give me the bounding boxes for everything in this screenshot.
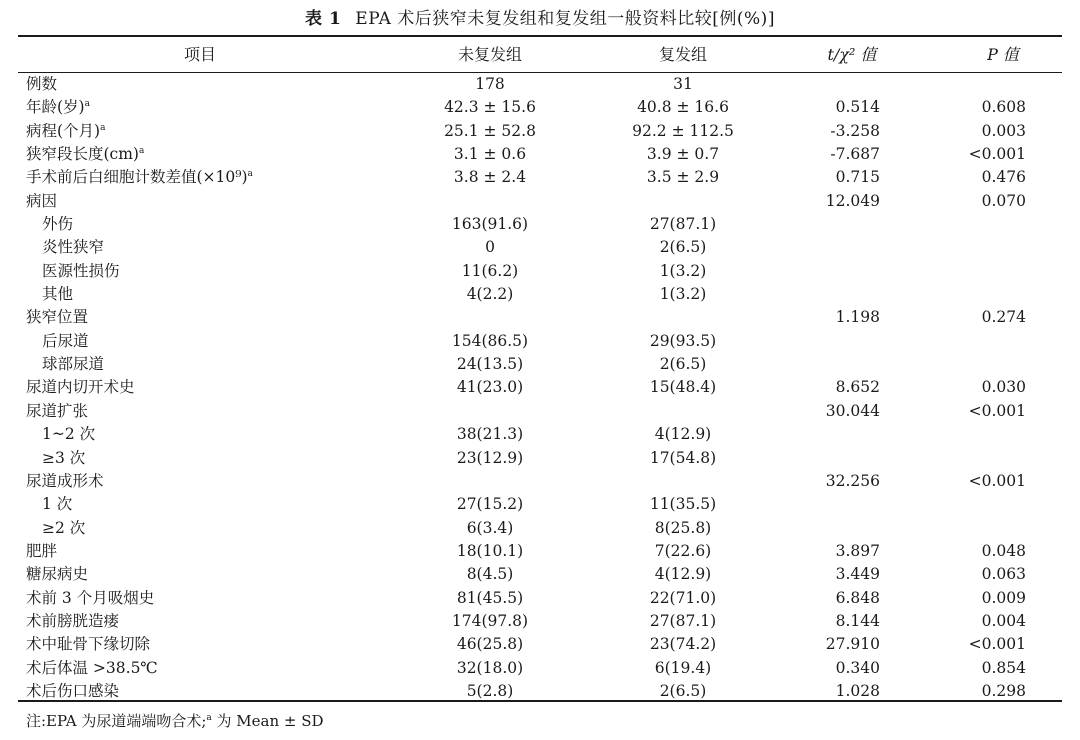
cell-t-chi: 8.144 (835, 611, 880, 630)
cell-no-recurrence: 32(18.0) (456, 658, 524, 677)
table-row (0, 563, 1080, 586)
header-recurrence: 复发组 (658, 45, 708, 64)
table-row (0, 376, 1080, 399)
table-row (0, 400, 1080, 423)
cell-no-recurrence: 163(91.6) (451, 215, 529, 234)
cell-recurrence: 1(3.2) (659, 261, 707, 280)
cell-t-chi: 32.256 (825, 471, 880, 490)
row-label: 术中耻骨下缘切除 (26, 635, 151, 654)
table-row (0, 190, 1080, 213)
cell-no-recurrence: 154(86.5) (451, 331, 529, 350)
cell-p: 0.009 (981, 588, 1026, 607)
superscript-a: a (100, 122, 106, 133)
cell-recurrence: 3.5 ± 2.9 (646, 168, 720, 187)
row-label: 狭窄段长度(cm)$^a$ (26, 145, 145, 164)
row-label: 炎性狭窄 (42, 238, 105, 257)
cell-recurrence: 17(54.8) (649, 448, 717, 467)
cell-t-chi: 8.652 (835, 378, 880, 397)
row-label: 球部尿道 (42, 355, 105, 374)
table-row (0, 587, 1080, 610)
cell-t-chi: 3.897 (835, 541, 880, 560)
table-title: EPA 术后狭窄未复发组和复发组一般资料比较[例(%)] (355, 9, 775, 29)
cell-recurrence: 2(6.5) (659, 681, 707, 700)
table-row (0, 260, 1080, 283)
row-label: 尿道成形术 (26, 471, 104, 490)
cell-no-recurrence: 38(21.3) (456, 425, 524, 444)
cell-recurrence: 92.2 ± 112.5 (632, 121, 734, 140)
row-label: 糖尿病史 (26, 565, 89, 584)
table-row (0, 236, 1080, 259)
row-label: 其他 (42, 285, 74, 304)
cell-p: 0.274 (981, 308, 1026, 327)
cell-p: 0.004 (981, 611, 1026, 630)
cell-p: <0.001 (968, 401, 1026, 420)
row-label: 术前 3 个月吸烟史 (26, 588, 155, 607)
superscript-a: a (138, 145, 145, 156)
cell-p: 0.298 (981, 681, 1026, 700)
cell-no-recurrence: 25.1 ± 52.8 (444, 121, 536, 140)
row-label: 肥胖 (26, 541, 58, 560)
cell-p: 0.476 (981, 168, 1026, 187)
cell-t-chi: 1.028 (835, 681, 880, 700)
table-row (0, 657, 1080, 680)
cell-p: 0.048 (981, 541, 1026, 560)
row-label: 1 次 (42, 495, 73, 514)
row-label: 医源性损伤 (42, 261, 120, 280)
table-row (0, 283, 1080, 306)
table-row (0, 120, 1080, 143)
cell-recurrence: 2(6.5) (659, 355, 707, 374)
cell-recurrence: 3.9 ± 0.7 (646, 145, 720, 164)
cell-recurrence: 29(93.5) (649, 331, 717, 350)
cell-no-recurrence: 178 (475, 75, 505, 93)
cell-t-chi: 6.848 (835, 588, 880, 607)
table-caption (0, 4, 1080, 29)
cell-recurrence: 27(87.1) (649, 611, 717, 630)
cell-t-chi: 1.198 (835, 308, 880, 327)
bottom-rule (18, 700, 1062, 702)
cell-recurrence: 4(12.9) (654, 565, 712, 584)
row-label: ≥3 次 (42, 448, 86, 467)
cell-recurrence: 23(74.2) (649, 635, 717, 654)
table-row (0, 306, 1080, 329)
header-t-chi: t/χ² 值 (827, 45, 877, 64)
table-header (0, 42, 1080, 68)
row-label: 例数 (26, 75, 58, 93)
cell-no-recurrence: 5(2.8) (466, 681, 514, 700)
cell-recurrence: 1(3.2) (659, 285, 707, 304)
cell-no-recurrence: 23(12.9) (456, 448, 524, 467)
note-suffix: 为 Mean ± SD (211, 712, 324, 730)
row-label: 术后伤口感染 (26, 681, 120, 700)
row-label: 狭窄位置 (26, 308, 89, 327)
cell-no-recurrence: 6(3.4) (466, 518, 514, 537)
table-row (0, 353, 1080, 376)
superscript-a: a (247, 169, 253, 180)
row-label: 术后体温 >38.5℃ (26, 658, 158, 677)
row-label: 尿道内切开术史 (26, 378, 135, 397)
table-row (0, 633, 1080, 656)
table-row (0, 423, 1080, 446)
cell-no-recurrence: 11(6.2) (461, 261, 519, 280)
cell-no-recurrence: 174(97.8) (451, 611, 529, 630)
table-body (0, 73, 1080, 703)
cell-t-chi: 3.449 (835, 565, 880, 584)
cell-p: 0.608 (981, 98, 1026, 117)
cell-t-chi: 30.044 (825, 401, 880, 420)
cell-t-chi: -7.687 (830, 145, 880, 164)
table-row (0, 447, 1080, 470)
cell-no-recurrence: 3.1 ± 0.6 (453, 145, 527, 164)
cell-recurrence: 6(19.4) (654, 658, 712, 677)
cell-recurrence: 27(87.1) (649, 215, 717, 234)
row-label: ≥2 次 (42, 518, 86, 537)
table-row (0, 143, 1080, 166)
note-prefix: 注:EPA 为尿道端端吻合术; (26, 712, 207, 730)
cell-p: 0.030 (981, 378, 1026, 397)
cell-p: 0.003 (981, 121, 1026, 140)
cell-recurrence: 7(22.6) (654, 541, 712, 560)
table-row (0, 73, 1080, 96)
cell-recurrence: 11(35.5) (649, 495, 717, 514)
cell-recurrence: 2(6.5) (659, 238, 707, 257)
table-row (0, 610, 1080, 633)
row-label: 术前膀胱造瘘 (26, 611, 120, 630)
note-sup: a (206, 713, 212, 723)
cell-no-recurrence: 0 (485, 238, 495, 257)
cell-no-recurrence: 24(13.5) (456, 355, 524, 374)
cell-p: 0.063 (981, 565, 1026, 584)
cell-p: <0.001 (968, 635, 1026, 654)
cell-recurrence: 40.8 ± 16.6 (637, 98, 729, 117)
row-label: 后尿道 (42, 331, 89, 350)
cell-t-chi: 12.049 (825, 191, 880, 210)
row-label: 病程(个月)$^a$ (26, 121, 106, 140)
cell-t-chi: -3.258 (830, 121, 880, 140)
row-label: 病因 (26, 191, 58, 210)
table-row (0, 96, 1080, 119)
row-label: 年龄(岁)$^a$ (26, 98, 90, 117)
header-p: P 值 (987, 45, 1019, 64)
cell-t-chi: 0.715 (835, 168, 880, 187)
cell-p: <0.001 (968, 471, 1026, 490)
cell-no-recurrence: 41(23.0) (456, 378, 524, 397)
cell-no-recurrence: 42.3 ± 15.6 (444, 98, 536, 117)
cell-recurrence: 4(12.9) (654, 425, 712, 444)
table-row (0, 493, 1080, 516)
cell-t-chi: 0.340 (835, 658, 880, 677)
cell-no-recurrence: 8(4.5) (466, 565, 514, 584)
top-rule (18, 35, 1062, 37)
cell-no-recurrence: 81(45.5) (456, 588, 524, 607)
table-row (0, 330, 1080, 353)
cell-recurrence: 31 (673, 75, 693, 93)
cell-no-recurrence: 4(2.2) (466, 285, 514, 304)
cell-p: <0.001 (968, 145, 1026, 164)
table-note (26, 710, 324, 731)
cell-t-chi: 27.910 (825, 635, 880, 654)
header-item: 项目 (183, 45, 217, 64)
cell-recurrence: 22(71.0) (649, 588, 717, 607)
cell-recurrence: 15(48.4) (649, 378, 717, 397)
cell-no-recurrence: 27(15.2) (456, 495, 524, 514)
cell-no-recurrence: 3.8 ± 2.4 (453, 168, 527, 187)
superscript-a: a (84, 99, 90, 110)
table-row (0, 540, 1080, 563)
cell-p: 0.070 (981, 191, 1026, 210)
table-row (0, 517, 1080, 540)
cell-recurrence: 8(25.8) (654, 518, 712, 537)
cell-no-recurrence: 18(10.1) (456, 541, 524, 560)
row-label: 尿道扩张 (26, 401, 89, 420)
table-row (0, 166, 1080, 189)
row-label: 1~2 次 (42, 425, 96, 444)
cell-no-recurrence: 46(25.8) (456, 635, 524, 654)
table-row (0, 213, 1080, 236)
table-row (0, 470, 1080, 493)
row-label: 外伤 (42, 215, 74, 234)
row-label: 手术前后白细胞计数差值$(\times 10^9)^a$ (26, 168, 253, 187)
header-no-recurrence: 未复发组 (457, 45, 523, 64)
cell-t-chi: 0.514 (835, 98, 880, 117)
cell-p: 0.854 (981, 658, 1026, 677)
table-number: 表 1 (305, 9, 342, 29)
